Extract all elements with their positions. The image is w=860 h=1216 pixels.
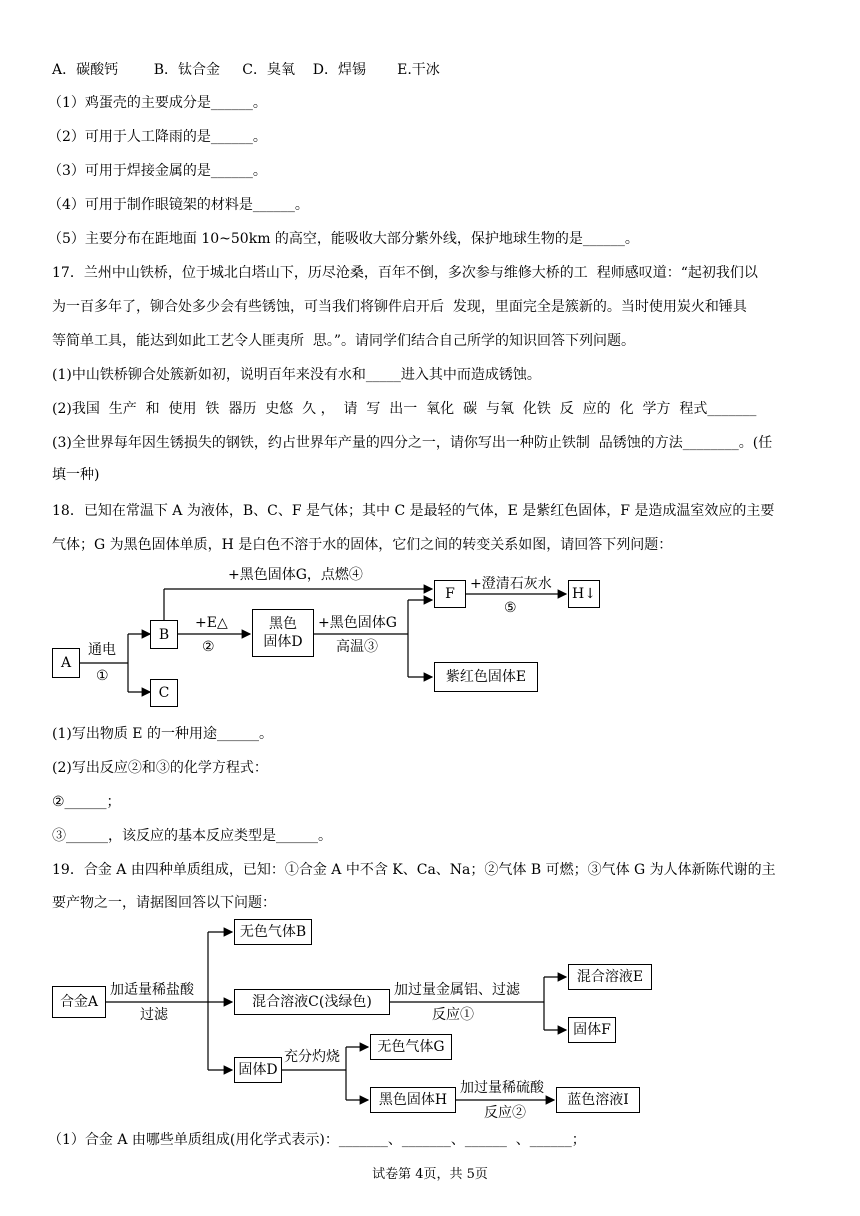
- label-burn: 充分灼烧: [284, 1049, 340, 1065]
- label-filter: 过滤: [140, 1007, 168, 1023]
- page-footer: 试卷第 4页，共 5页: [372, 1167, 488, 1182]
- box-A: A: [52, 648, 80, 678]
- label-add-hcl: 加适量稀盐酸: [110, 982, 194, 998]
- label-G-burn-4: +黑色固体G，点燃④: [228, 567, 363, 583]
- box-solution-E: 混合溶液E: [568, 964, 652, 990]
- label-add-h2so4: 加过量稀硫酸: [460, 1080, 544, 1096]
- question-17-1: (1)中山铁桥铆合处簇新如初，说明百年来没有水和_____进入其中而造成锈蚀。: [52, 367, 541, 383]
- question-16-1: （1）鸡蛋壳的主要成分是______。: [48, 95, 267, 111]
- box-gas-G: 无色气体G: [370, 1034, 452, 1060]
- question-17-stem-3: 等简单工具，能达到如此工艺令人匪夷所 思。”。请同学们结合自己所学的知识回答下列问题。: [52, 333, 636, 349]
- box-gas-B: 无色气体B: [234, 919, 312, 945]
- question-19-stem-1: 19．合金 A 由四种单质组成，已知：①合金 A 中不含 K、Ca、Na；②气体 B 可燃；③气体 G 为人体新陈代谢的主: [52, 862, 776, 878]
- label-add-aluminum: 加过量金属铝、过滤: [394, 982, 520, 998]
- box-H: H↓: [568, 580, 600, 608]
- question-16-5: （5）主要分布在距地面 10~50km 的高空，能吸收大部分紫外线，保护地球生物的是______。: [48, 231, 639, 247]
- question-16-2: （2）可用于人工降雨的是______。: [48, 129, 267, 145]
- question-16-4: （4）可用于制作眼镜架的材料是______。: [48, 197, 309, 213]
- box-solution-I: 蓝色溶液I: [556, 1087, 640, 1113]
- question-17-stem-2: 为一百多年了，铆合处多少会有些锈蚀，可当我们将铆件启开后 发现，里面完全是簇新的。当时使用炭火和锤具: [52, 299, 747, 315]
- question-18-stem-1: 18．已知在常温下 A 为液体，B、C、F 是气体；其中 C 是最轻的气体，E 是紫红色固体，F 是造成温室效应的主要: [52, 503, 775, 519]
- box-C: C: [150, 679, 178, 707]
- label-reaction-2: 反应②: [484, 1105, 526, 1121]
- label-high-temp-3: 高温③: [336, 639, 378, 655]
- box-F: F: [434, 580, 466, 608]
- box-B: B: [150, 620, 178, 649]
- label-limewater: +澄清石灰水: [470, 576, 552, 592]
- question-19-stem-2: 要产物之一，请据图回答以下问题：: [52, 895, 276, 911]
- label-reaction-2: ②: [202, 639, 215, 655]
- label-G-with-D: +黑色固体G: [318, 615, 397, 631]
- question-17-2: (2)我国 生产 和 使用 铁 器历 史悠 久 ， 请 写 出一 氧化 碳 与氧 化铁 反 应的 化 学方 程式_______: [52, 401, 757, 417]
- question-17-3b: 填一种): [52, 467, 100, 483]
- question-18-2: (2)写出反应②和③的化学方程式：: [52, 760, 268, 776]
- question-17-3a: (3)全世界每年因生锈损失的钢铁，约占世界年产量的四分之一，请你写出一种防止铁制 品锈蚀的方法________。(任: [52, 435, 773, 451]
- box-D: 黑色 固体D: [252, 609, 314, 657]
- box-solid-D: 固体D: [234, 1057, 282, 1083]
- box-alloy-A: 合金A: [52, 986, 106, 1018]
- label-reaction-5: ⑤: [504, 600, 517, 616]
- label-electrolysis: 通电: [88, 642, 116, 658]
- label-reaction-1: 反应①: [432, 1007, 474, 1023]
- question-18-stem-2: 气体；G 为黑色固体单质，H 是白色不溶于水的固体，它们之间的转变关系如图，请回答下列问题：: [52, 537, 673, 553]
- box-solid-F: 固体F: [568, 1017, 616, 1043]
- options-line: A．碳酸钙 B．钛合金 C．臭氧 D．焊锡 E.干冰: [52, 62, 440, 78]
- label-reaction-1: ①: [96, 668, 109, 684]
- box-solution-C: 混合溶液C(浅绿色): [234, 989, 390, 1015]
- question-19-1: （1）合金 A 由哪些单质组成(用化学式表示)：_______、_______、______ 、______；: [48, 1132, 586, 1148]
- question-18-3-answer: ③______，该反应的基本反应类型是______。: [52, 828, 332, 844]
- box-solid-H: 黑色固体H: [370, 1087, 456, 1113]
- question-18-2-answer: ②______；: [52, 794, 121, 810]
- label-E-heat: +E△: [195, 615, 228, 631]
- question-18-1: (1)写出物质 E 的一种用途______。: [52, 726, 273, 742]
- question-17-stem-1: 17．兰州中山铁桥，位于城北白塔山下，历尽沧桑，百年不倒，多次参与维修大桥的工 程师感叹道：“起初我们以: [52, 265, 758, 281]
- question-16-3: （3）可用于焊接金属的是______。: [48, 163, 267, 179]
- box-E: 紫红色固体E: [434, 662, 538, 692]
